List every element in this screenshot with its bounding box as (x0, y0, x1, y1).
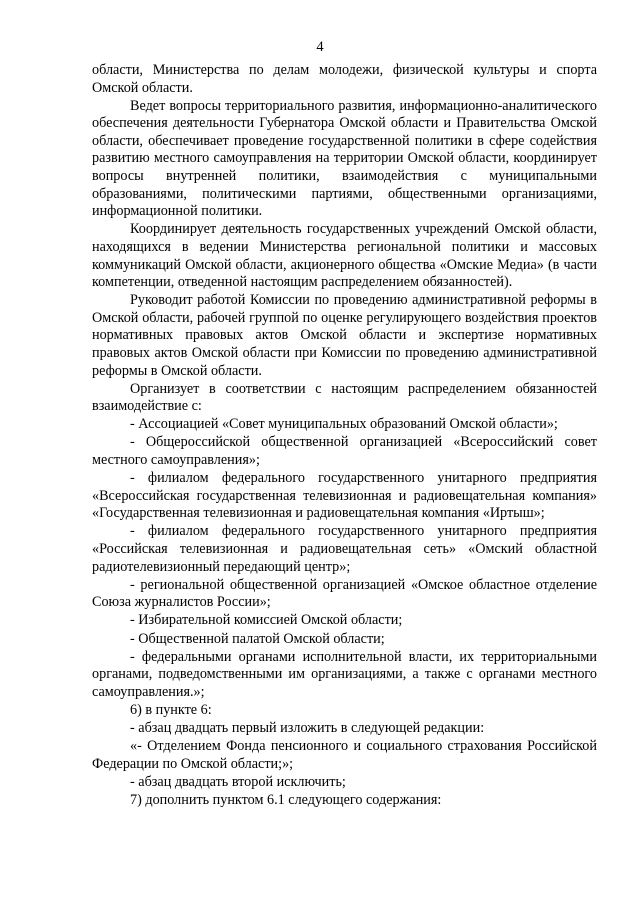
list-item: - абзац двадцать первый изложить в следующей редакции: (130, 719, 485, 736)
paragraph: Организует в соответствии с настоящим распределением обязанностей взаимодействие с: (92, 380, 597, 415)
list-item: - региональной общественной организацией «Омское областное отделение Союза журналистов России»; (92, 576, 597, 611)
list-item: - федеральными органами исполнительной власти, их территориальными органами, подведомственными им организациями, а также с органами местного самоуправления.»; (92, 648, 597, 700)
paragraph: Ведет вопросы территориального развития, информационно-аналитического обеспечения деятельности Губернатора Омской области и Правительства Омской области, обеспечивает проведение государственной политики в сфере содействия развитию местного самоуправления на территории Омской области, координирует вопросы внутренней политики, взаимодействия с муниципальными образованиями, политическими партиями, общественными организациями, информационной политики. (92, 97, 597, 220)
list-item: - Избирательной комиссией Омской области; (130, 612, 403, 629)
paragraph: Руководит работой Комиссии по проведению административной реформы в Омской области, рабочей группой по оценке регулирующего воздействия проектов нормативных правовых актов Омской области и экспертизе нормативных правовых актов Омской области при Комиссии по проведению административной реформы в Омской области. (92, 292, 597, 379)
list-item: - филиалом федерального государственного унитарного предприятия «Всероссийская государственная телевизионная и радиовещательная компания» «Государственная телевизионная и радиовещательная компания «Иртыш»; (92, 470, 597, 522)
list-item: - Общественной палатой Омской области; (130, 630, 385, 647)
paragraph: 7) дополнить пунктом 6.1 следующего содержания: (130, 791, 442, 808)
document-body (92, 62, 597, 810)
paragraph: Координирует деятельность государственных учреждений Омской области, находящихся в ведении Министерства региональной политики и массовых коммуникаций Омской области, акционерного общества «Омские Медиа» (в части компетенции, отведенной настоящим распределением обязанностей). (92, 221, 597, 291)
list-item: «- Отделением Фонда пенсионного и социального страхования Российской Федерации по Омской области;»; (92, 738, 597, 772)
page-number: 4 (316, 39, 324, 55)
list-item: - Общероссийской общественной организацией «Всероссийский совет местного самоуправления»; (92, 434, 597, 469)
list-item: - филиалом федерального государственного унитарного предприятия «Российская телевизионная и радиовещательная сеть» «Омский областной радиотелевизионный передающий центр»; (92, 523, 597, 575)
paragraph: области, Министерства по делам молодежи, физической культуры и спорта Омской области. (92, 62, 597, 96)
paragraph: 6) в пункте 6: (130, 701, 212, 718)
list-item: - Ассоциацией «Совет муниципальных образований Омской области»; (130, 416, 558, 433)
list-item: - абзац двадцать второй исключить; (130, 773, 346, 790)
